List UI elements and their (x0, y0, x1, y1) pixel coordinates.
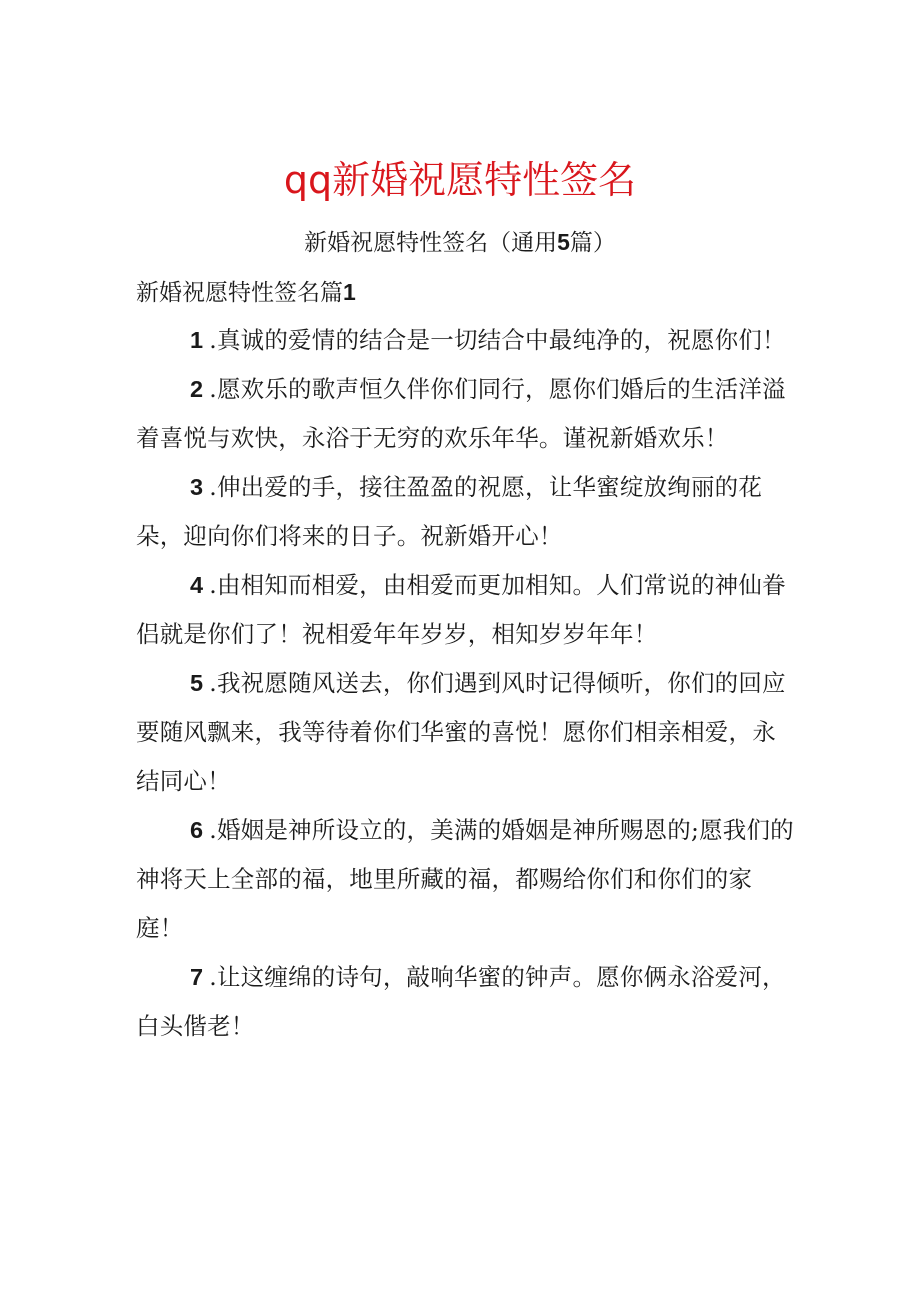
list-item (136, 806, 796, 953)
section-heading (136, 272, 356, 313)
list-item (136, 316, 796, 365)
item-text: .让这缠绵的诗句，敲响华蜜的钟声。愿你俩永浴爱河，白头偕老！ (136, 963, 786, 1040)
item-text: .婚姻是神所设立的，美满的婚姻是神所赐恩的;愿我们的神将天上全部的福，地里所藏的福，都赐给你们和你们的家庭！ (136, 816, 794, 942)
section-heading-text: 新婚祝愿特性签名篇 (136, 280, 343, 306)
list-item (136, 463, 796, 561)
subtitle-end: 篇） (569, 230, 616, 256)
subtitle-count: 5 (557, 229, 570, 255)
section-heading-number: 1 (343, 279, 356, 305)
item-number: 1 (190, 327, 204, 353)
document-subtitle (0, 222, 920, 263)
item-text: .由相知而相爱，由相爱而更加相知。人们常说的神仙眷侣就是你们了！祝相爱年年岁岁，相知岁岁年年！ (136, 571, 786, 648)
list-item (136, 365, 796, 463)
item-number: 7 (190, 964, 204, 990)
subtitle-text: 新婚祝愿特性签名（通用 (304, 230, 558, 256)
list-item (136, 953, 796, 1051)
item-number: 6 (190, 817, 204, 843)
list-item (136, 561, 796, 659)
item-text: .我祝愿随风送去，你们遇到风时记得倾听，你们的回应要随风飘来，我等待着你们华蜜的喜悦！愿你们相亲相爱，永结同心！ (136, 669, 786, 795)
item-number: 2 (190, 376, 204, 402)
item-text: .伸出爱的手，接往盈盈的祝愿，让华蜜绽放绚丽的花朵，迎向你们将来的日子。祝新婚开心！ (136, 473, 763, 550)
document-title: qq新婚祝愿特性签名 (283, 158, 637, 202)
item-number: 5 (190, 670, 204, 696)
item-text: .真诚的爱情的结合是一切结合中最纯净的，祝愿你们！ (209, 326, 786, 354)
item-number: 4 (190, 572, 204, 598)
item-number: 3 (190, 474, 204, 500)
item-text: .愿欢乐的歌声恒久伴你们同行，愿你们婚后的生活洋溢着喜悦与欢快，永浴于无穷的欢乐年华。谨祝新婚欢乐！ (136, 375, 786, 452)
blessing-list (136, 316, 796, 1051)
list-item (136, 659, 796, 806)
